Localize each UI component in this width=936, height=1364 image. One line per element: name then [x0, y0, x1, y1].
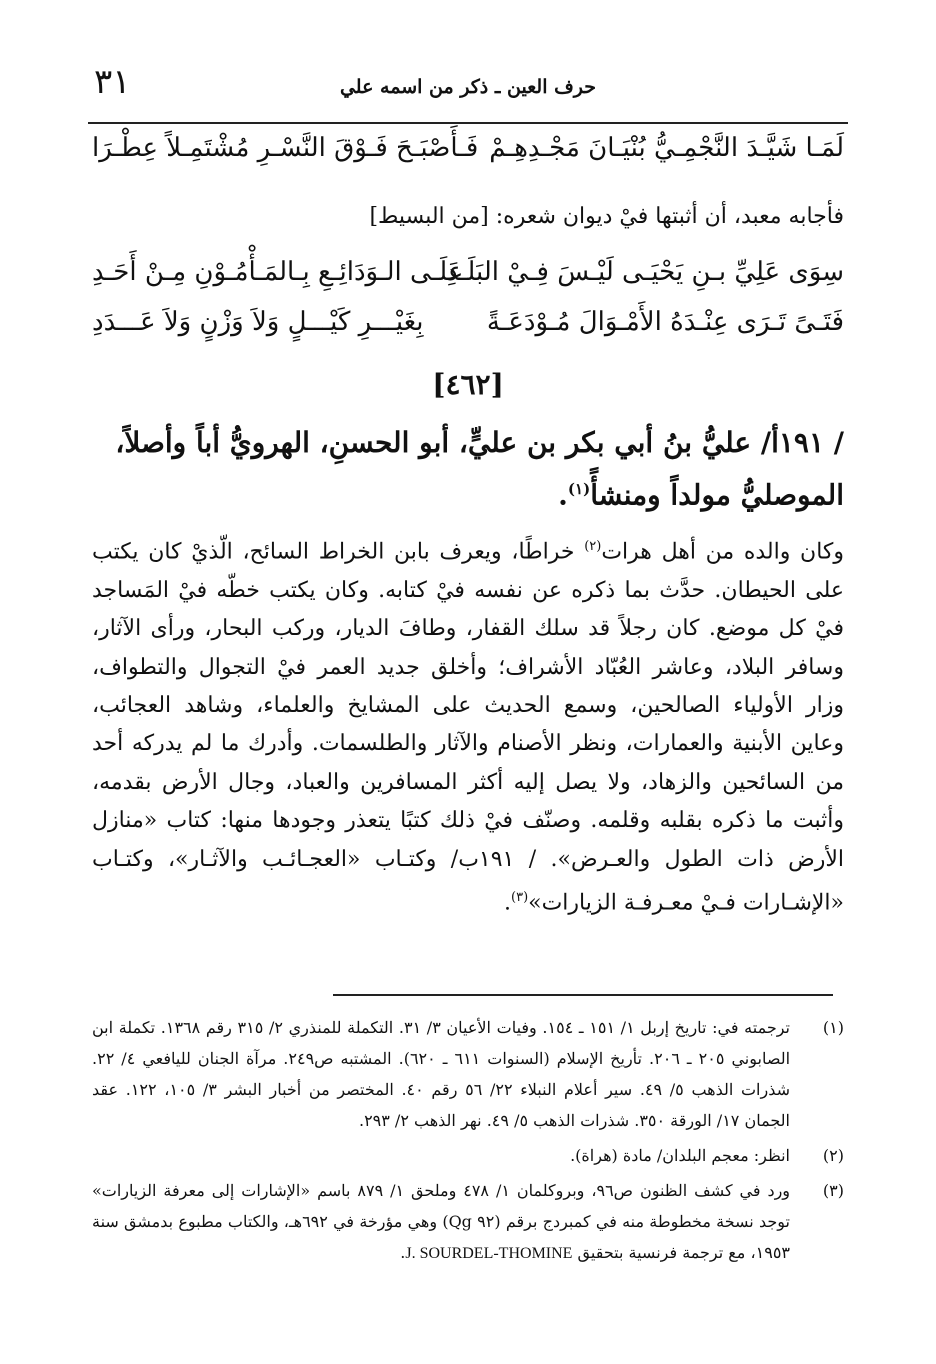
page-number: ٣١ [94, 62, 131, 102]
verse-line-2 [92, 252, 844, 292]
footnote-ref-3: (٣) [511, 889, 529, 905]
footnote-1 [92, 1012, 844, 1136]
entry-heading-text: الموصليُّ مولداً ومنشأً [590, 478, 844, 512]
verse-2-first-hemistich: سِوَى عَلِيِّ بـنِ يَحْيَـى لَيْـسَ فِـيْ البَلَـدِ [446, 257, 844, 287]
verse-1-first-hemistich: لَمَـا شَيَّـدَ النَّجْمِـيُّ بُنْيَـانَ مَجْـدِهِـمْ [489, 133, 844, 163]
verse-line-1 [92, 128, 844, 168]
biography-paragraph [92, 528, 844, 923]
verse-line-3 [92, 302, 844, 342]
verse-3-second-hemistich: بِغَيْـــرِ كَيْـــلٍ وَلاَ وَزْنٍ وَلاَ عَـــدَدِ [92, 307, 424, 337]
entry-heading [92, 420, 844, 518]
footnote-number: (٢) [822, 1146, 844, 1165]
footnote-3 [92, 1175, 844, 1269]
verse-2-second-hemistich: عَلَـى الـوَدَائِـعِ بِـالمَـأْمُـوْنِ مِـنْ أَحَـدِ [92, 257, 464, 287]
entry-heading-line-2 [92, 466, 844, 518]
footnote-text: انظر: معجم البلدان/ مادة (هراة). [570, 1146, 790, 1165]
footnote-text-arabic: ورد في كشف الظنون ص٩٦، وبروكلمان ١/ ٤٧٨ وملحق ١/ ٨٧٩ باسم «الإشارات إلى معرفة الزيارات» توجد نسخة مخطوطة منه في كمبردج برقم (٩٢ Qg) وهي مؤرخة في ٦٩٢هـ، والكتاب مطبوع بدمشق سنة ١٩٥٣، مع ترجمة فرنسية بتحقيق [92, 1181, 791, 1262]
footnote-text: ترجمته في: تاريخ إربل ١/ ١٥١ ـ ١٥٤. وفيات الأعيان ٣/ ٣١. التكملة للمنذري ٢/ ٣١٥ رقم ١٣٦٨. تكملة ابن الصابوني ٢٠٥ ـ ٢٠٦. تأريخ الإسلام (السنوات ٦١١ ـ ٦٢٠). المشتبه ص٢٤٩. مرآة الجنان لليافعي ٤/ ٢٢. شذرات الذهب ٥/ ٤٩. سير أعلام النبلاء ٢٢/ ٥٦ رقم ٤٠. المختصر من أخبار البشر ٣/ ١٠٥، ١٢٢. عقد الجمان ١٧/ الورقة ٣٥٠. شذرات الذهب ٥/ ٤٩. نهر الذهب ٢/ ٢٩٣. [92, 1018, 791, 1130]
footnotes [92, 1012, 844, 1273]
footnote-number: (٣) [822, 1181, 844, 1200]
paragraph-text-main: خراطًا، ويعرف بابن الخراط السائح، الّذيْ كان يكتب على الحيطان. حدَّث بما ذكره عن نفسه فيْ كتابه. وكان يكتب خطّه فيْ المَساجد فيْ كل موضع. كان رجلاً قد سلك القفار، وطافَ الديار، وركب البحار، ورأى الآثار، وسافر البلاد، وعاشر العُبّاد الأشراف؛ وأخلق جديد العمر فيْ التجوال والتطواف، وزار الأولياء الصالحين، وسمع الحديث على المشايخ والعلماء، وشاهد العجائب، وعاين الأبنية والعمارات، ونظر الأصنام والآثار والطلسمات. وأدرك ما لم يدركه أحد من السائحين والزهاد، ولا يصل إليه أكثر المسافرين والعباد، وجال الأرض بقدمه، وأثبت ما ذكره بقلبه وقلمه. وصنّف فيْ ذلك كتبًا يتعذر وجودها منها: كتاب «منازل الأرض ذات الطول والعـرض». / ١٩١ب/ وكتـاب «العجـائـب والآثـار»، وكتـاب «الإشـارات فـيْ معـرفـة الزيارات» [92, 539, 845, 916]
footnote-text-end: . [400, 1243, 406, 1262]
paragraph-text-start: وكان والده من أهل هرات [601, 539, 844, 565]
poem-introduction: فأجابه معبد، أن أثبتها فيْ ديوان شعره: [من البسيط] [369, 204, 844, 229]
entry-heading-line-1: / ١٩١أ/ عليُّ بنُ أبي بكر بن عليٍّ، أبو الحسنِ، الهرويُّ أباً وأصلاً، [115, 426, 844, 459]
footnote-ref-1: (١) [567, 480, 591, 498]
footnote-text [92, 1175, 790, 1269]
page-header [88, 62, 848, 124]
verse-3-first-hemistich: فَتَـىً تَـرَى عِنْـدَهُ الأَمْـوَالَ مُـوْدَعَـةً [486, 307, 844, 337]
entry-heading-period: . [558, 478, 568, 512]
footnote-2 [92, 1140, 844, 1171]
footnote-ref-2: (٢) [584, 539, 602, 554]
paragraph-end: . [504, 890, 511, 916]
footnote-separator [333, 994, 833, 996]
running-head: حرف العين ـ ذكر من اسمه علي [339, 76, 597, 98]
footnote-number: (١) [822, 1018, 844, 1037]
entry-number: [٤٦٢] [432, 368, 504, 401]
footnote-latin-name: J. SOURDEL-THOMINE [405, 1245, 573, 1262]
verse-1-second-hemistich: فَـأَصْبَـحَ فَـوْقَ النَّسْـرِ مُشْتَمِـلاً عِطْـرَا [92, 133, 479, 163]
